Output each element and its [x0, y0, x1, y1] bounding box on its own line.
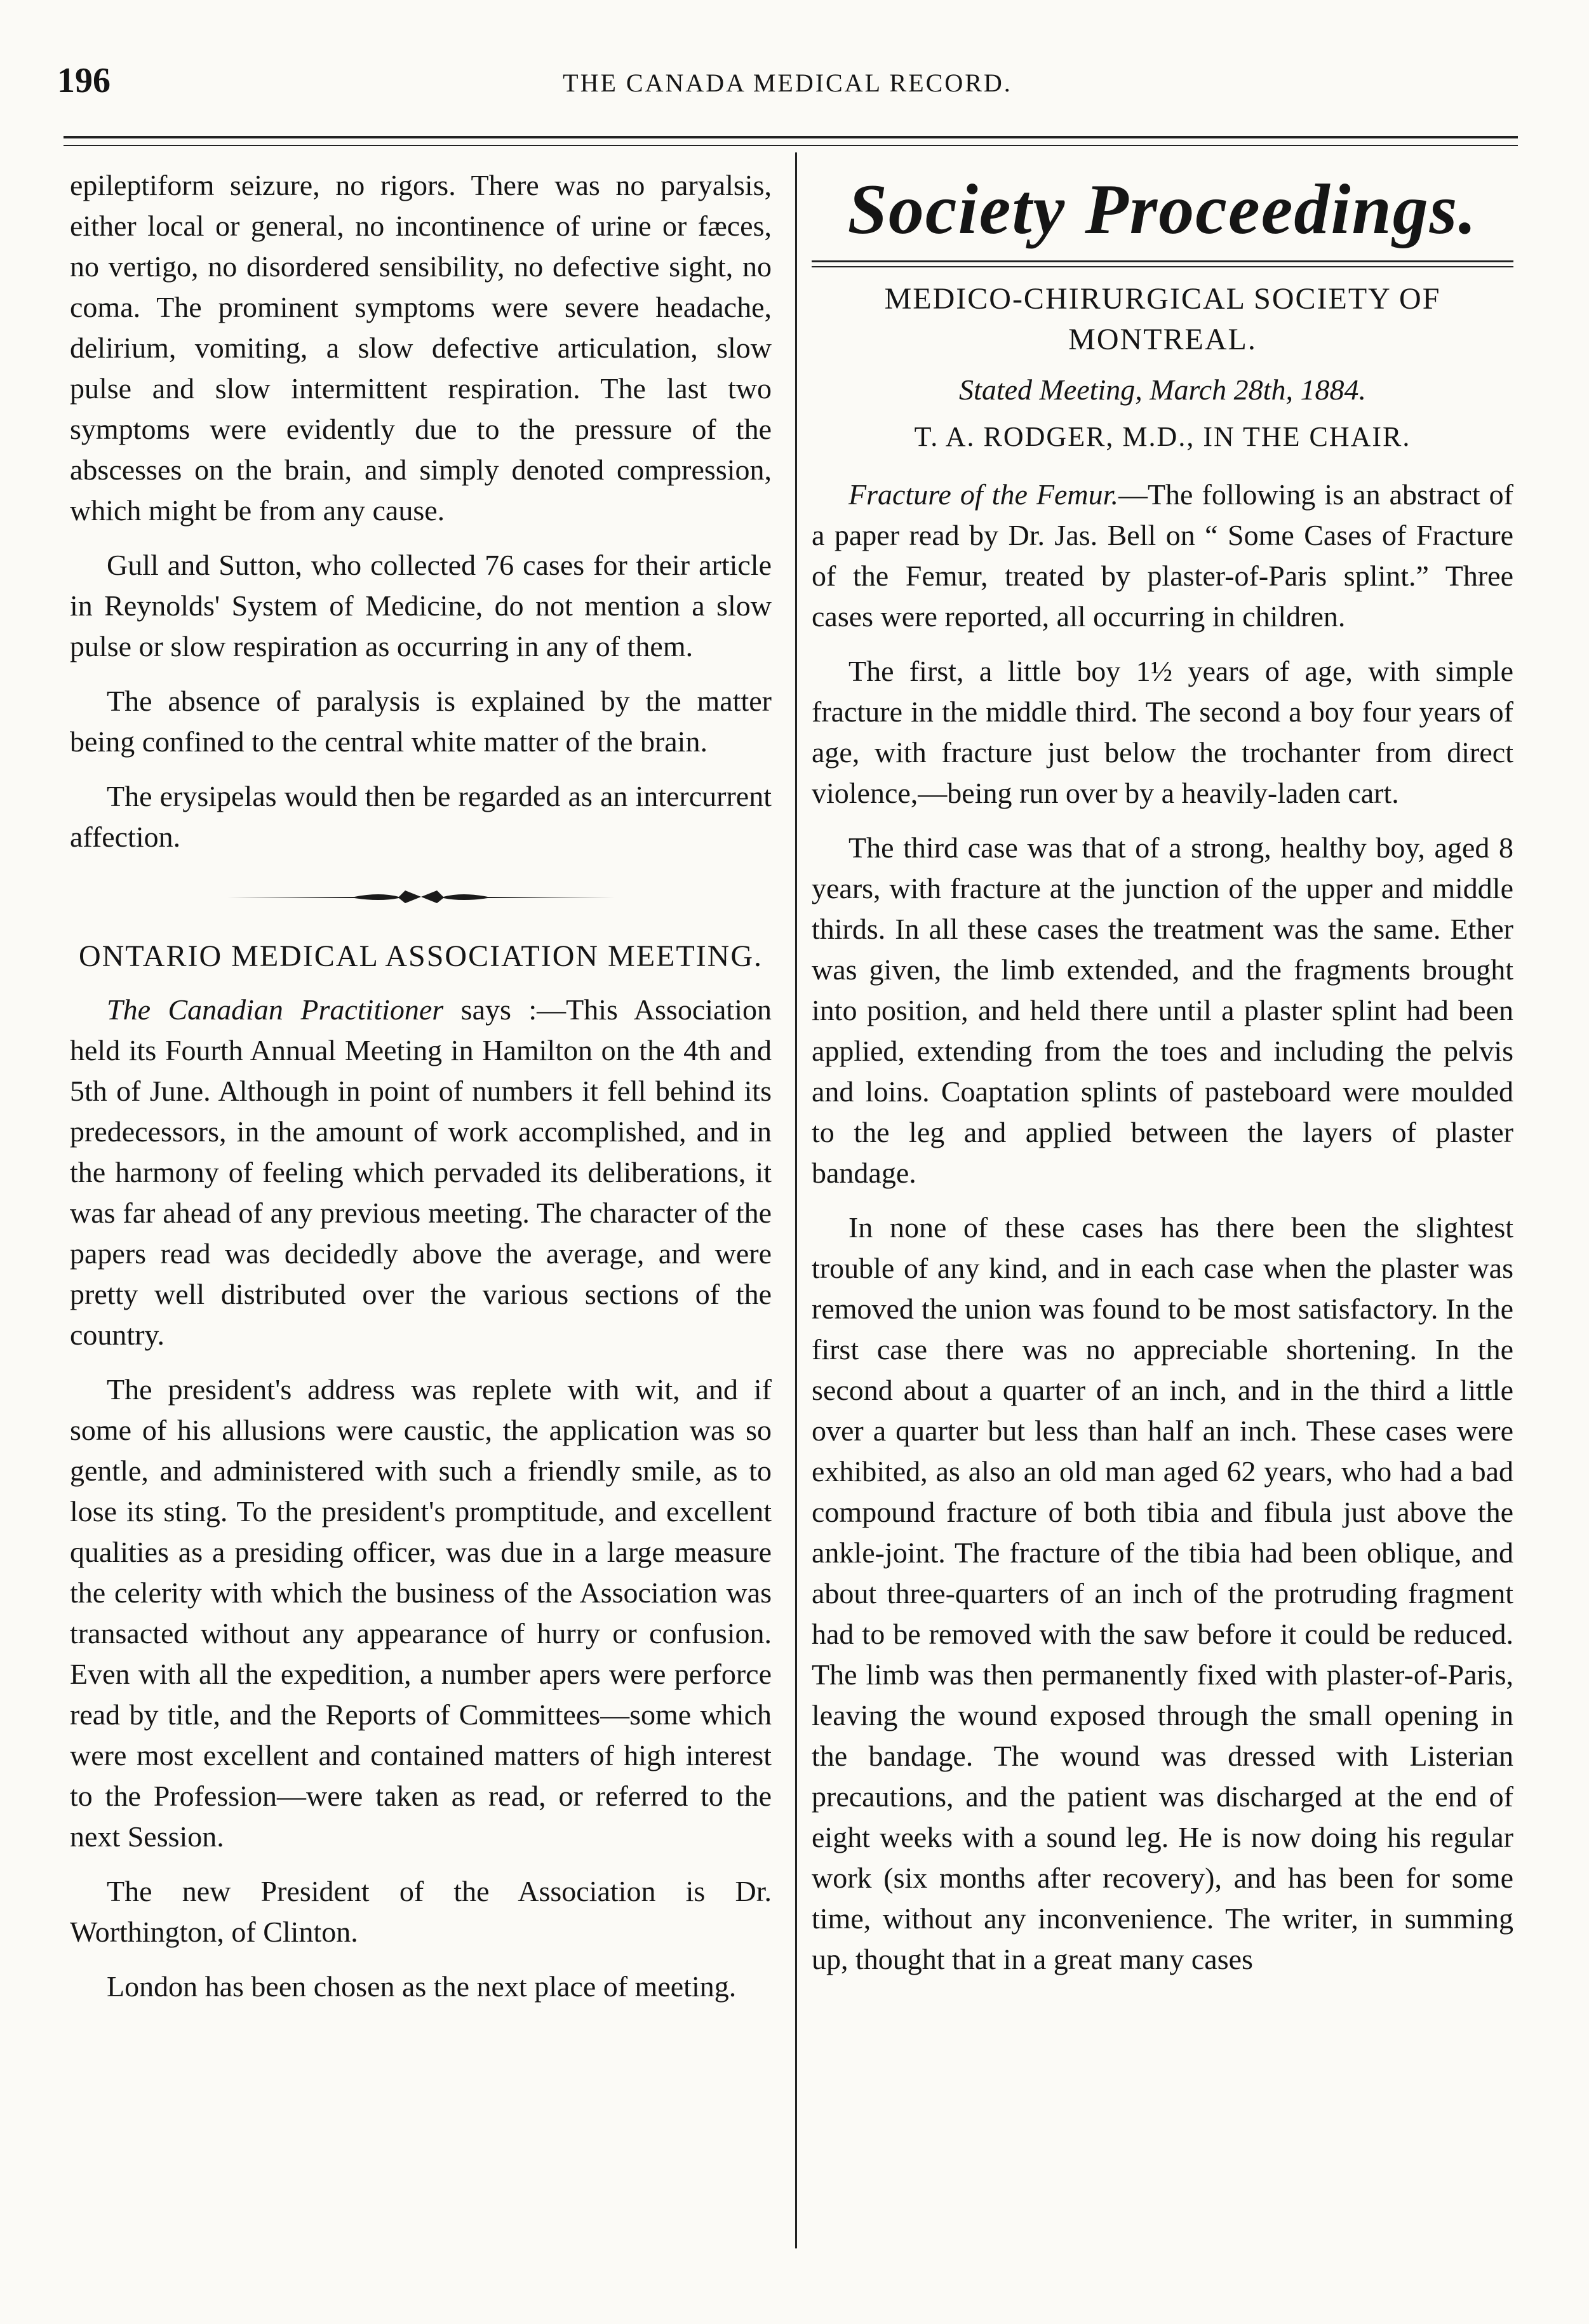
left-column [70, 165, 772, 2021]
paper-title: Fracture of the Femur. [848, 478, 1118, 511]
body-paragraph: In none of these cases has there been the slightest trouble of any kind, and in each case when the plaster was removed the union was found to be most satisfactory. In the first case there was no appreciable shortening. In the second about a quarter of an inch, and in the third a little over a quarter but less than half an inch. These cases were exhibited, as also an old man aged 62 years, who had a bad compound fracture of both tibia and fibula just above the ankle-joint. The fracture of the tibia had been oblique, and about three-quarters of an inch of the protruding fragment had to be removed with the saw before it could be reduced. The limb was then permanently fixed with plaster-of-Paris, leaving the wound exposed through the small opening in the bandage. The wound was dressed with Listerian precautions, and the patient was discharged at the end of eight weeks with a sound leg. He is now doing his regular work (six months after recovery), and has been for some time, without any inconvenience. The writer, in summing up, thought that in a great many cases [812, 1211, 1513, 1975]
body-paragraph: The third case was that of a strong, healthy boy, aged 8 years, with fracture at the junction of the upper and middle thirds. In all these cases the treatment was the same. Ether was given, the limb extended, and the fragments brought into position, and held there until a plaster splint had been applied, extending from the toes and including the pelvis and loins. Coaptation splints of pasteboard were moulded to the leg and applied between the layers of plaster bandage. [812, 831, 1513, 1189]
header-rule [64, 136, 1518, 138]
section-heading: ONTARIO MEDICAL ASSOCIATION MEETING. [79, 939, 763, 973]
body-paragraph: The president's address was replete with wit, and if some of his allusions were caustic, the application was so gentle, and administered with such a friendly smile, as to lose its sting. To the president's promptitude, and excellent qualities as a presiding officer, was due in a large measure the celerity with which the business of the Association was transacted without any appearance of hurry or confusion. Even with all the expedition, a number apers were perforce read by title, and the Reports of Committees—some which were most excellent and contained matters of high interest to the Profession—were taken as read, or referred to the next Session. [70, 1373, 772, 1853]
society-name: MEDICO-CHIRURGICAL SOCIETY OF MONTREAL. [884, 282, 1441, 356]
body-paragraph: The erysipelas would then be regarded as an intercurrent affection. [70, 780, 772, 853]
body-paragraph: The new President of the Association is Dr. Worthington, of Clinton. [70, 1875, 772, 1948]
body-paragraph: The first, a little boy 1½ years of age, with simple fracture in the middle third. The second a boy four years of age, with fracture just below the trochanter from direct violence,—being run over by a heavily-laden cart. [812, 655, 1513, 809]
section-ornament-rule [227, 883, 615, 911]
body-paragraph: Gull and Sutton, who collected 76 cases for their article in Reynolds' System of Medicine, do not mention a slow pulse or slow respiration as occurring in any of them. [70, 549, 772, 662]
right-column [812, 165, 1513, 1994]
meeting-date: Stated Meeting, March 28th, 1884. [959, 373, 1366, 406]
publication-title: The Canadian Practitioner [107, 993, 444, 1026]
paragraph-text: —The following is an abstract of a paper read by Dr. Jas. Bell on “ Some Cases of Fracture of the Femur, treated by plaster-of-Paris splint.” Three cases were reported, all occurring in children. [812, 478, 1514, 633]
running-title: THE CANADA MEDICAL RECORD. [563, 69, 1012, 97]
body-paragraph [812, 474, 1513, 637]
paragraph-text: says :—This Association held its Fourth Annual Meeting in Hamilton on the 4th and 5th of June. Although in point of numbers it fell behind its predecessors, in the amount of work accomplished, and in the harmony of feeling which pervaded its deliberations, it was far ahead of any previous meeting. The character of the papers read was decidedly above the average, and were pretty well distributed over the various sections of the country. [70, 993, 772, 1351]
section-banner-title: Society Proceedings. [847, 170, 1478, 249]
header-rule-thin [64, 145, 1518, 146]
body-paragraph: epileptiform seizure, no rigors. There was no paryalsis, either local or general, no incontinence of urine or fæces, no vertigo, no disordered sensibility, no defective sight, no coma. The prominent symptoms were severe headache, delirium, vomiting, a slow defective articulation, slow pulse and slow intermittent respiration. The last two symptoms were evidently due to the pressure of the abscesses on the brain, and simply denoted compression, which might be from any cause. [70, 169, 772, 527]
body-paragraph: The absence of paralysis is explained by the matter being confined to the central white matter of the brain. [70, 685, 772, 758]
banner-rule-thin [812, 266, 1513, 267]
chair-line: T. A. RODGER, M.D., IN THE CHAIR. [914, 421, 1411, 452]
body-paragraph: London has been chosen as the next place of meeting. [107, 1970, 737, 2003]
page-header [57, 60, 1518, 111]
page-number: 196 [57, 61, 111, 100]
column-divider [795, 152, 797, 2248]
banner-rule [812, 260, 1513, 262]
body-paragraph [70, 990, 772, 1355]
